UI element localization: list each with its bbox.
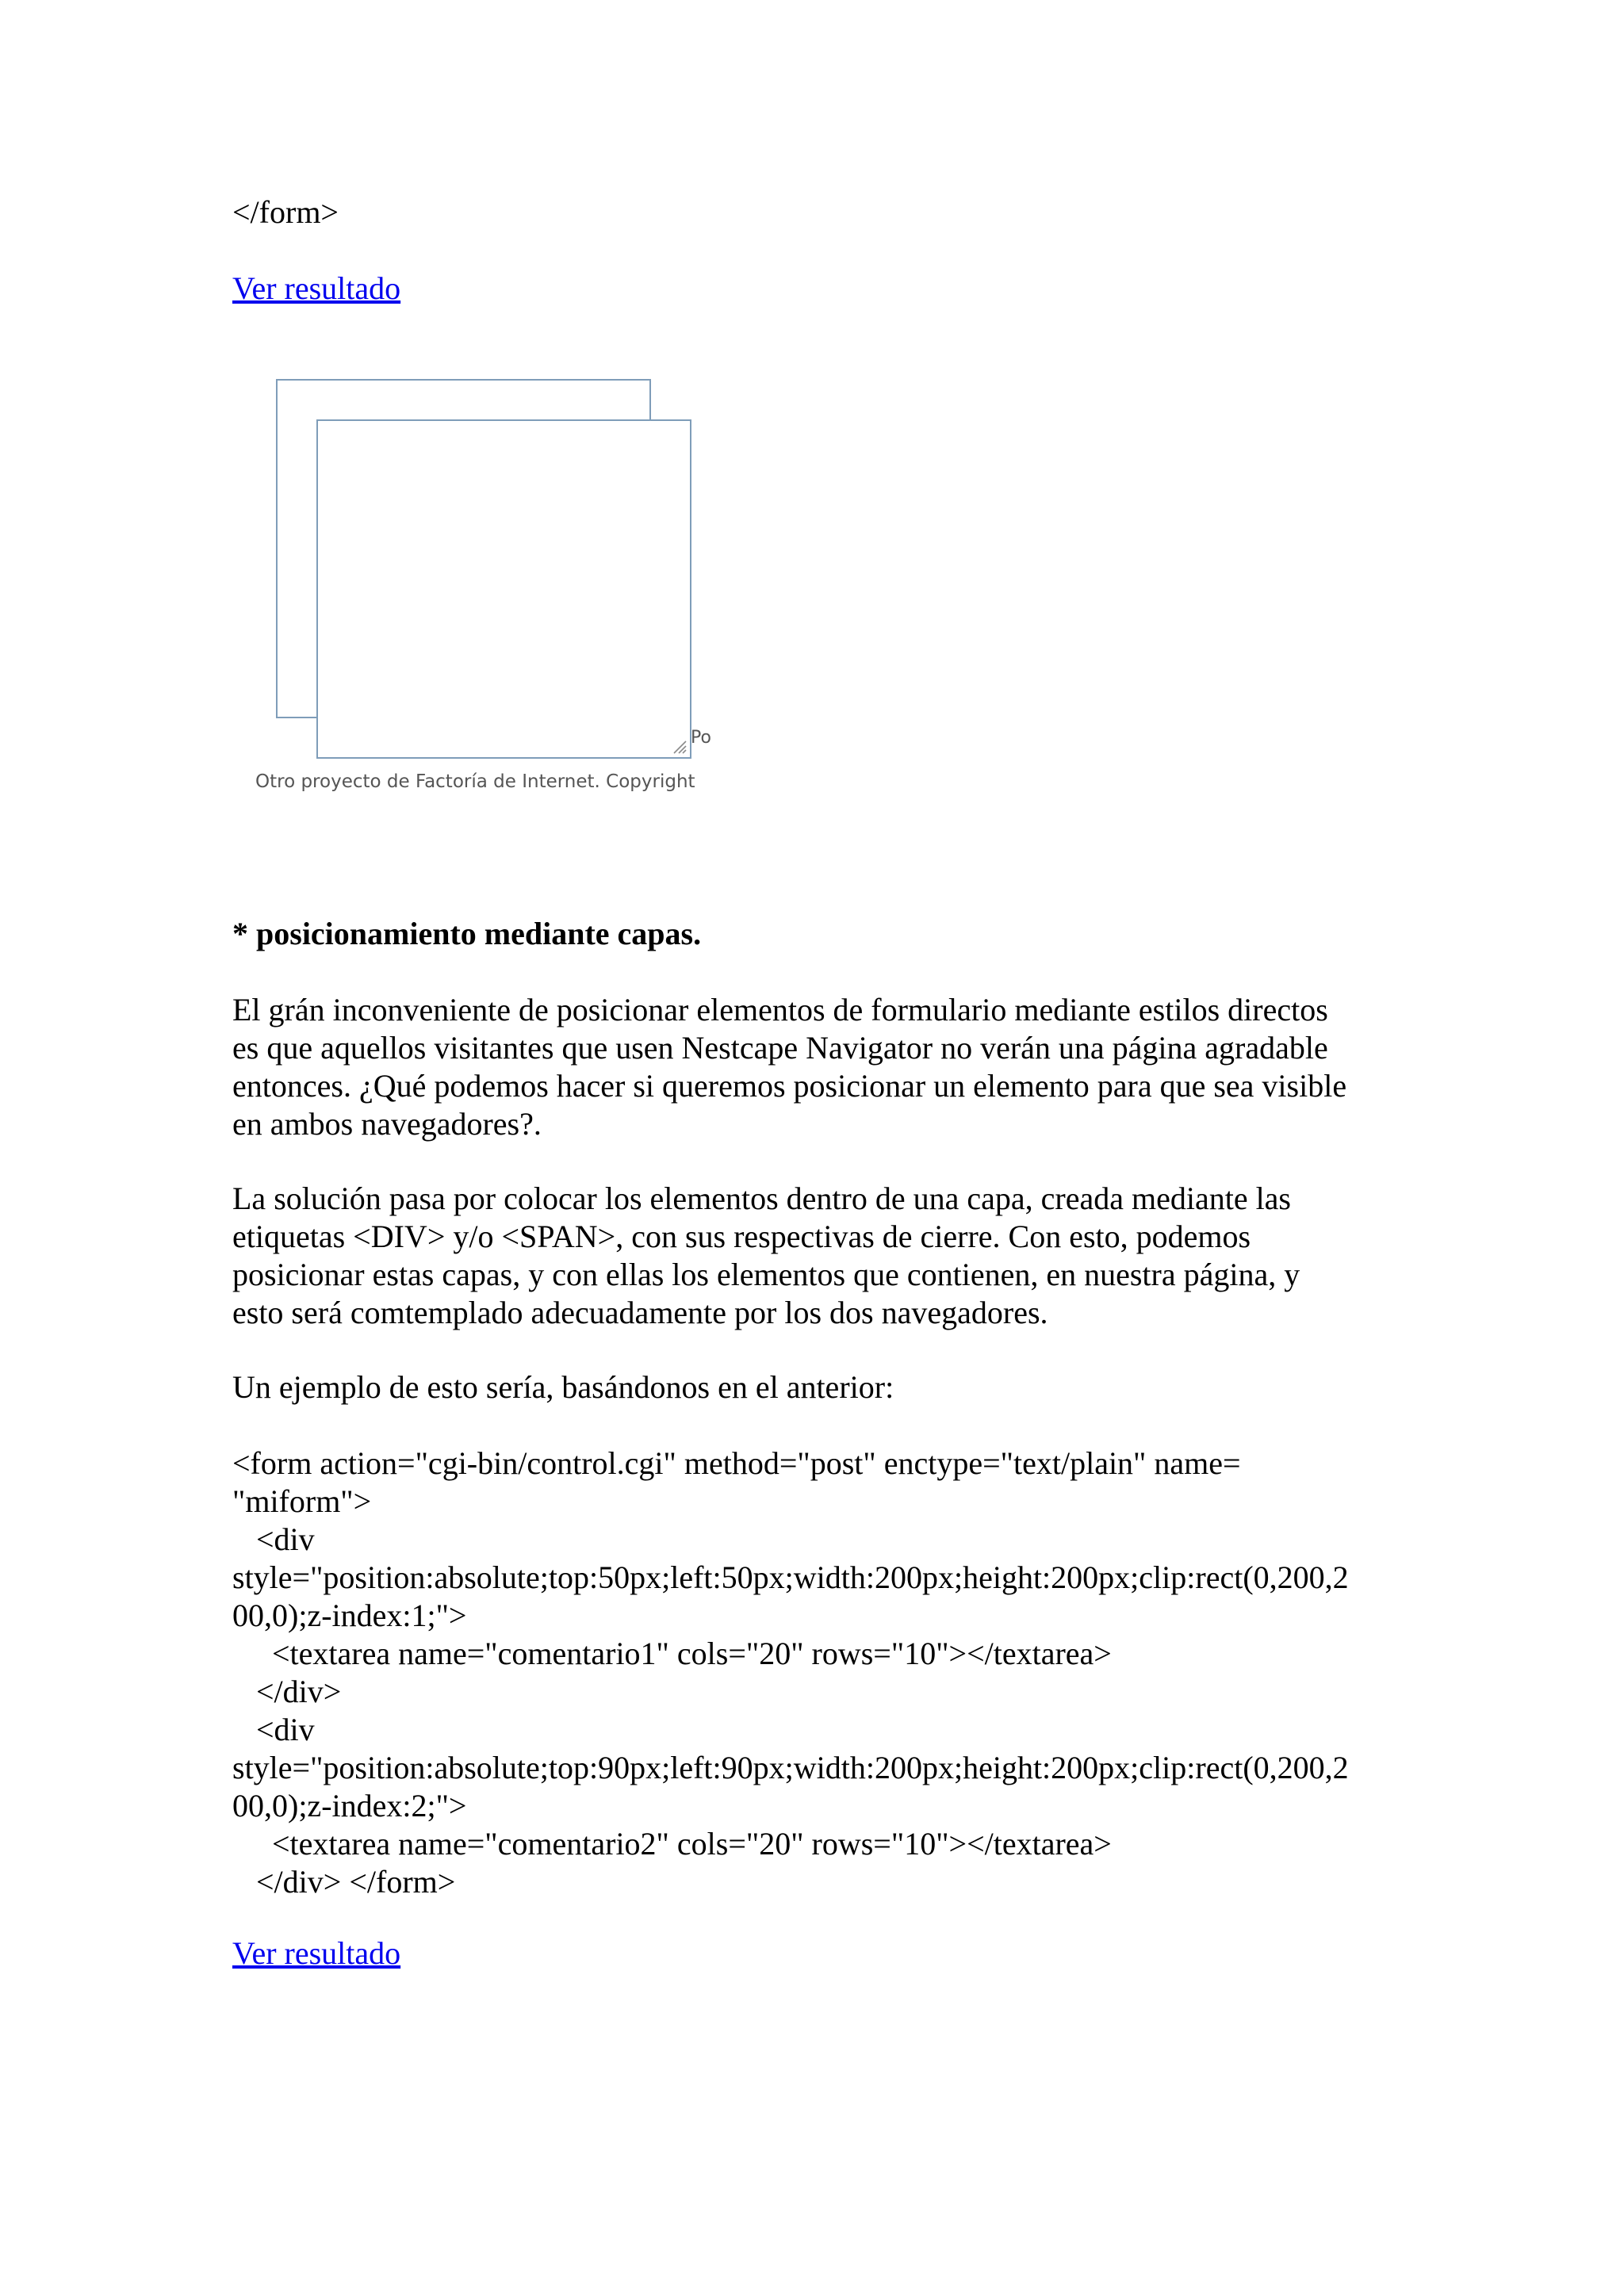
code-line: style="position:absolute;top:90px;left:90px;width:200px;height:200px;clip:rect(0,200,2 (232, 1750, 1349, 1785)
closing-form-tag: </form> (232, 194, 339, 230)
code-line: <textarea name="comentario1" cols="20" rows="10"></textarea> (232, 1636, 1112, 1671)
paragraph-3: Un ejemplo de esto sería, basándonos en el anterior: (232, 1369, 894, 1405)
ver-resultado-link-2[interactable]: Ver resultado (232, 1935, 401, 1971)
code-line: <form action="cgi-bin/control.cgi" method="post" enctype="text/plain" name= (232, 1445, 1241, 1481)
code-line: <textarea name="comentario2" cols="20" rows="10"></textarea> (232, 1826, 1112, 1862)
code-line: <div (232, 1521, 315, 1557)
code-line: 00,0);z-index:2;"> (232, 1788, 467, 1823)
paragraph-2-line: etiquetas <DIV> y/o <SPAN>, con sus respectivas de cierre. Con esto, podemos (232, 1219, 1251, 1254)
code-line: </div> </form> (232, 1864, 456, 1900)
code-line: "miform"> (232, 1483, 372, 1519)
code-line: <div (232, 1712, 315, 1747)
textarea-front[interactable] (316, 419, 691, 759)
resize-grip-icon[interactable] (672, 740, 687, 754)
paragraph-1-line: entonces. ¿Qué podemos hacer si queremos posicionar un elemento para que sea visible (232, 1068, 1347, 1104)
paragraph-2-line: posicionar estas capas, y con ellas los elementos que contienen, en nuestra página, y (232, 1257, 1300, 1292)
overflow-text: Po (691, 728, 711, 748)
paragraph-1-line: es que aquellos visitantes que usen Nestcape Navigator no verán una página agradable (232, 1030, 1328, 1066)
result-screenshot (252, 373, 720, 805)
screenshot-caption: Otro proyecto de Factoría de Internet. Copyright (255, 771, 695, 792)
code-line: 00,0);z-index:1;"> (232, 1598, 467, 1633)
paragraph-1-line: en ambos navegadores?. (232, 1106, 542, 1142)
paragraph-2-line: esto será comtemplado adecuadamente por los dos navegadores. (232, 1295, 1048, 1330)
paragraph-2-line: La solución pasa por colocar los elementos dentro de una capa, creada mediante las (232, 1181, 1291, 1216)
code-block (232, 1445, 1349, 1901)
ver-resultado-link-1[interactable]: Ver resultado (232, 270, 401, 306)
code-line: </div> (232, 1674, 342, 1709)
paragraph-1-line: El grán inconveniente de posicionar elementos de formulario mediante estilos directos (232, 992, 1328, 1027)
paragraph-2 (232, 1180, 1300, 1332)
code-line: style="position:absolute;top:50px;left:50px;width:200px;height:200px;clip:rect(0,200,2 (232, 1559, 1349, 1595)
paragraph-1 (232, 991, 1346, 1143)
section-heading: * posicionamiento mediante capas. (232, 916, 702, 951)
